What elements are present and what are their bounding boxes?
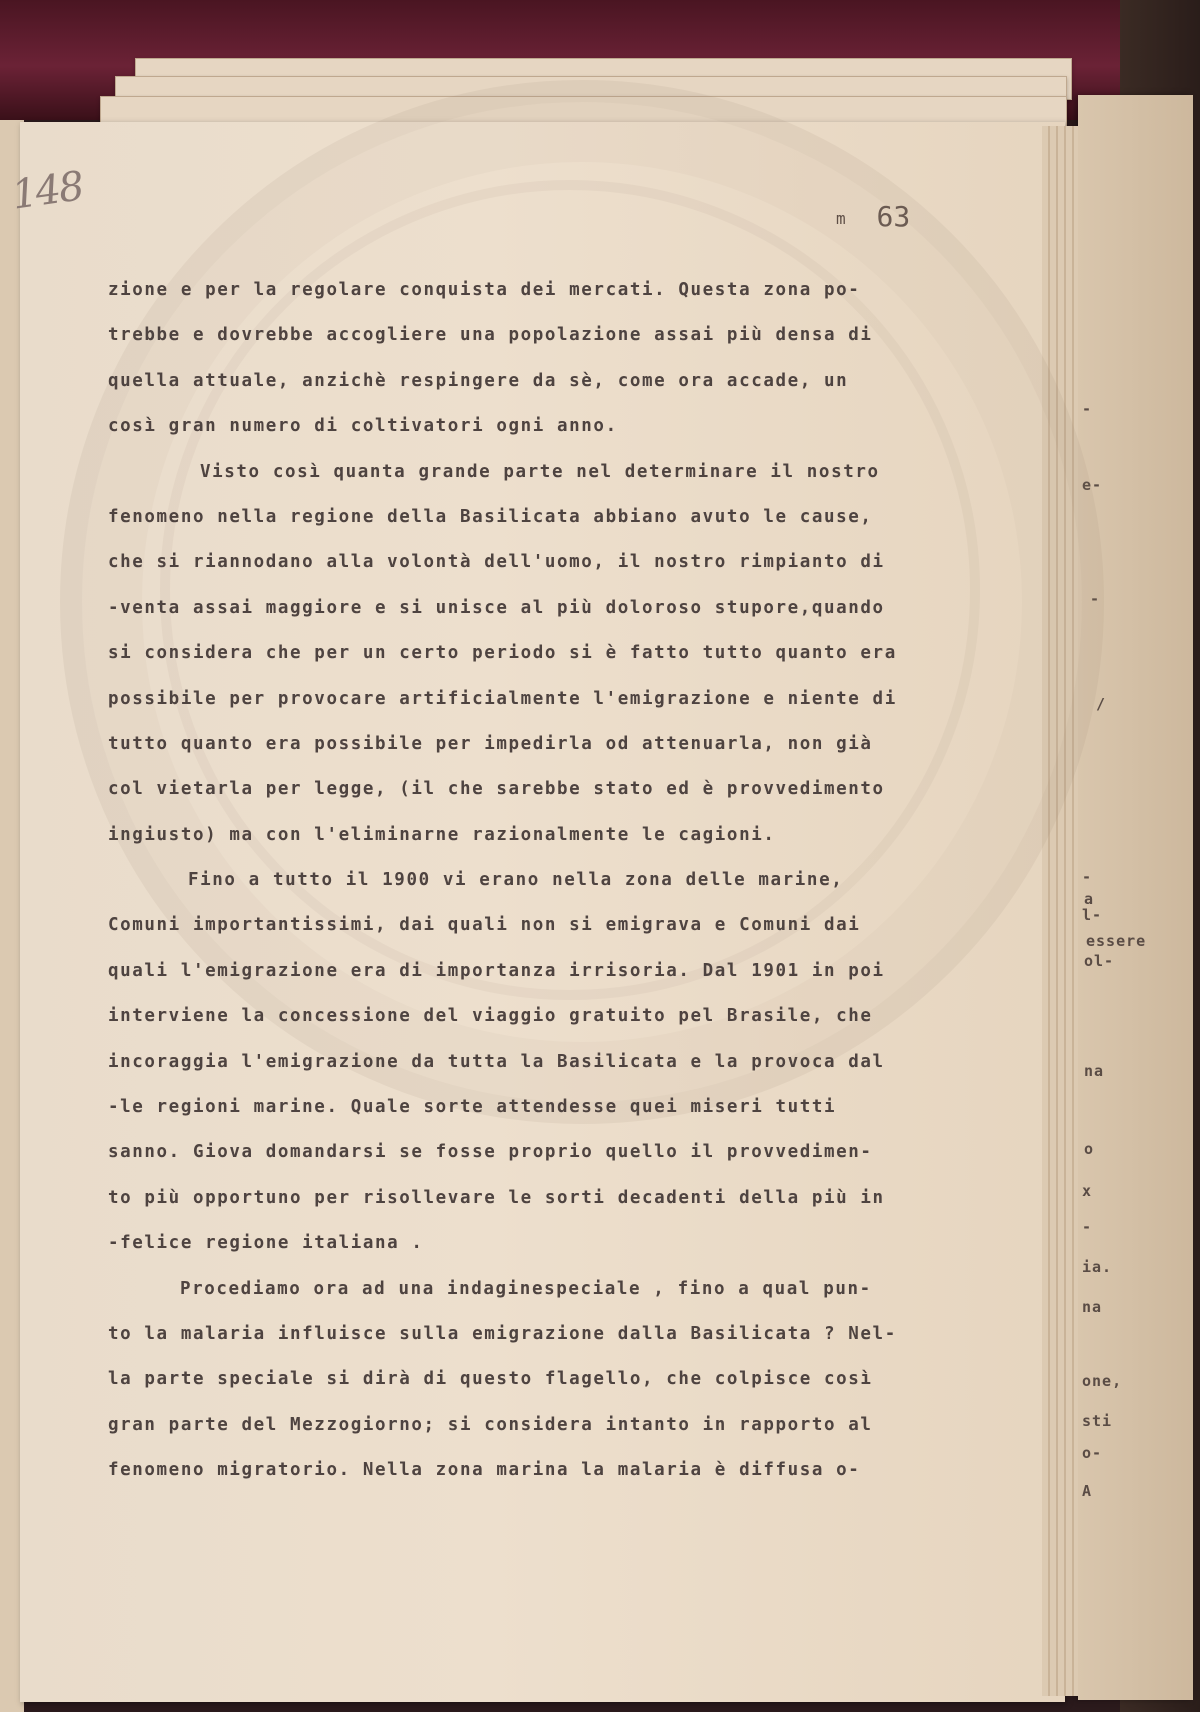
underlying-text-fragment: x: [1082, 1182, 1093, 1200]
underlying-text-fragment: essere: [1086, 932, 1147, 950]
text-line: sanno. Giova domandarsi se fosse proprio quello il provvedimen-: [108, 1142, 873, 1163]
text-line: che si riannodano alla volontà dell'uomo, il nostro rimpianto di: [108, 552, 885, 573]
underlying-text-fragment: na: [1084, 1062, 1105, 1080]
underlying-text-fragment: sti: [1082, 1412, 1113, 1430]
underlying-text-fragment: ol-: [1084, 952, 1115, 970]
text-line: così gran numero di coltivatori ogni anno.: [108, 416, 618, 437]
text-line: -venta assai maggiore e si unisce al più doloroso stupore,quando: [108, 597, 885, 618]
text-line: Visto così quanta grande parte nel determinare il nostro: [200, 461, 880, 482]
page-edge-strip: [1042, 126, 1078, 1696]
underlying-text-fragment: -: [1082, 1218, 1093, 1236]
text-line: col vietarla per legge, (il che sarebbe stato ed è provvedimento: [108, 779, 885, 800]
text-line: la parte speciale si dirà di questo flagello, che colpisce così: [108, 1369, 873, 1390]
underlying-text-fragment: -: [1082, 400, 1093, 418]
text-line: to più opportuno per risollevare le sorti decadenti della più in: [108, 1187, 885, 1208]
text-line: fenomeno nella regione della Basilicata abbiano avuto le cause,: [108, 506, 873, 527]
underlying-text-fragment: e-: [1082, 476, 1103, 494]
underlying-text-fragment: o: [1084, 1140, 1095, 1158]
underlying-text-fragment: /: [1096, 695, 1107, 713]
text-line: zione e per la regolare conquista dei mercati. Questa zona po-: [108, 280, 861, 300]
text-line: trebbe e dovrebbe accogliere una popolazione assai più densa di: [108, 325, 873, 346]
text-line: possibile per provocare artificialmente l'emigrazione e niente di: [108, 688, 897, 709]
underlying-text-fragment: -: [1082, 868, 1093, 886]
text-line: Comuni importantissimi, dai quali non si emigrava e Comuni dai: [108, 915, 861, 936]
underlying-text-fragment: l-: [1082, 906, 1103, 924]
typewritten-text-block: [108, 280, 928, 1506]
page-mark: m: [836, 208, 846, 228]
text-line: interviene la concessione del viaggio gratuito pel Brasile, che: [108, 1006, 873, 1027]
underlying-text-fragment: o-: [1082, 1444, 1103, 1462]
text-line: tutto quanto era possibile per impedirla od attenuarla, non già: [108, 733, 873, 754]
text-line: incoraggia l'emigrazione da tutta la Basilicata e la provoca dal: [108, 1051, 885, 1072]
text-line: quali l'emigrazione era di importanza irrisoria. Dal 1901 in poi: [108, 960, 885, 981]
text-line: ingiusto) ma con l'eliminarne razionalmente le cagioni.: [108, 824, 776, 845]
text-line: -le regioni marine. Quale sorte attendesse quei miseri tutti: [108, 1097, 837, 1118]
text-line: Procediamo ora ad una indaginespeciale , fino a qual pun-: [180, 1278, 872, 1299]
handwritten-margin-note: 148: [9, 163, 86, 219]
underlying-text-fragment: a: [1084, 890, 1095, 908]
text-line: si considera che per un certo periodo si è fatto tutto quanto era: [108, 643, 897, 664]
underlying-text-fragment: one,: [1082, 1372, 1123, 1390]
text-line: gran parte del Mezzogiorno; si considera intanto in rapporto al: [108, 1414, 873, 1435]
page-number-header: [836, 200, 910, 233]
underlying-text-fragment: -: [1090, 590, 1101, 608]
underlying-text-fragment: na: [1082, 1298, 1103, 1316]
text-line: Fino a tutto il 1900 vi erano nella zona delle marine,: [188, 870, 844, 891]
text-line: -felice regione italiana .: [108, 1233, 424, 1254]
underlying-text-fragment: A: [1082, 1482, 1093, 1500]
underlying-text-fragment: ia.: [1082, 1258, 1113, 1276]
text-line: quella attuale, anzichè respingere da sè, come ora accade, un: [108, 370, 849, 391]
text-line: to la malaria influisce sulla emigrazione dalla Basilicata ? Nel-: [108, 1323, 897, 1344]
page-number: 63: [876, 200, 911, 233]
text-line: fenomeno migratorio. Nella zona marina la malaria è diffusa o-: [108, 1460, 861, 1481]
